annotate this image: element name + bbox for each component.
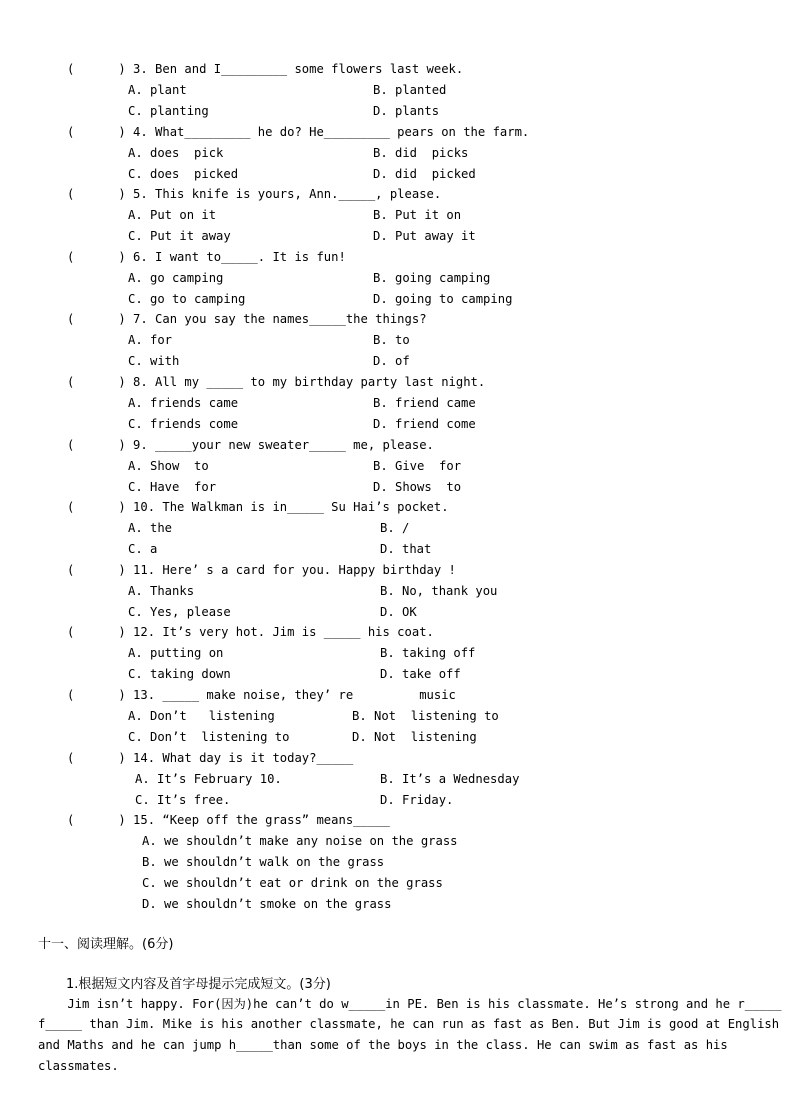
section-sub-heading: 1.根据短文内容及首字母提示完成短文。(3分) xyxy=(66,977,331,992)
answer-option: D. Put away it xyxy=(373,229,476,244)
answer-option: D. did picked xyxy=(373,166,476,181)
answer-option: C. Yes, please xyxy=(128,604,231,619)
answer-option: A. go camping xyxy=(128,270,224,285)
question-stem: ( ) 3. Ben and I_________ some flowers last week. xyxy=(67,62,464,76)
answer-option: A. Put on it xyxy=(128,208,217,223)
answer-option: C. It’s free. xyxy=(135,792,231,807)
answer-option: C. go to camping xyxy=(128,291,246,306)
passage-line: Jim isn’t happy. For(因为)he can’t do w_____in PE. Ben is his classmate. He’s strong and he r_____ xyxy=(38,997,782,1011)
answer-option: D. going to camping xyxy=(373,291,513,306)
answer-option: D. that xyxy=(380,542,432,557)
answer-option: A. plant xyxy=(128,83,187,97)
question-stem: ( ) 14. What day is it today?_____ xyxy=(67,750,354,765)
answer-option: C. planting xyxy=(128,104,209,118)
answer-option: B. did picks xyxy=(373,145,469,160)
answer-option: D. OK xyxy=(380,604,417,619)
answer-option: C. Put it away xyxy=(128,229,231,244)
question-stem: ( ) 12. It’s very hot. Jim is _____ his coat. xyxy=(67,625,434,640)
answer-option: B. Put it on xyxy=(373,208,462,223)
question-stem: ( ) 4. What_________ he do? He_________ pears on the farm. xyxy=(67,124,530,139)
answer-option: C. does picked xyxy=(128,166,239,181)
answer-option: A. does pick xyxy=(128,145,224,160)
passage-line: and Maths and he can jump h_____than some of the boys in the class. He can swim as fast as his xyxy=(38,1038,728,1052)
answer-option: C. friends come xyxy=(128,417,239,431)
question-stem: ( ) 9. _____your new sweater_____ me, please. xyxy=(67,437,434,452)
answer-option: B. to xyxy=(373,333,410,348)
answer-option: B. going camping xyxy=(373,270,491,285)
answer-option: D. friend come xyxy=(373,417,476,431)
answer-option: A. putting on xyxy=(128,646,224,661)
answer-option: C. we shouldn’t eat or drink on the grass xyxy=(142,876,443,891)
answer-option: A. Don’t listening xyxy=(128,709,275,723)
answer-option: C. Don’t listening to xyxy=(128,730,290,744)
answer-option: A. Thanks xyxy=(128,583,195,598)
answer-option: B. No, thank you xyxy=(380,583,498,598)
answer-option: D. Not listening xyxy=(352,730,477,744)
answer-option: B. planted xyxy=(373,83,447,97)
answer-option: D. plants xyxy=(373,104,440,118)
passage-line: f_____ than Jim. Mike is his another classmate, he can run as fast as Ben. But Jim is good at English xyxy=(38,1017,780,1031)
answer-option: A. we shouldn’t make any noise on the grass xyxy=(142,834,458,849)
answer-option: B. taking off xyxy=(380,646,476,661)
question-stem: ( ) 7. Can you say the names_____the things? xyxy=(67,312,427,327)
answer-option: D. Shows to xyxy=(373,479,462,494)
answer-option: A. It’s February 10. xyxy=(135,771,282,786)
passage-line: classmates. xyxy=(38,1059,119,1073)
question-stem: ( ) 11. Here’ s a card for you. Happy birthday ! xyxy=(67,562,456,577)
answer-option: B. It’s a Wednesday xyxy=(380,771,520,786)
question-stem: ( ) 8. All my _____ to my birthday party last night. xyxy=(67,375,486,389)
answer-option: C. with xyxy=(128,354,180,369)
question-stem: ( ) 13. _____ make noise, they’ re music xyxy=(67,688,456,702)
answer-option: C. taking down xyxy=(128,667,231,682)
answer-option: B. / xyxy=(380,521,410,536)
answer-option: A. for xyxy=(128,333,173,348)
answer-option: A. friends came xyxy=(128,396,239,410)
answer-option: A. the xyxy=(128,521,173,536)
question-stem: ( ) 6. I want to_____. It is fun! xyxy=(67,249,346,264)
answer-option: D. we shouldn’t smoke on the grass xyxy=(142,897,392,912)
answer-option: B. Not listening to xyxy=(352,709,499,723)
answer-option: D. Friday. xyxy=(380,792,454,807)
answer-option: C. Have for xyxy=(128,479,217,494)
answer-option: B. Give for xyxy=(373,458,462,473)
answer-option: D. of xyxy=(373,354,410,369)
answer-option: C. a xyxy=(128,542,158,557)
answer-option: D. take off xyxy=(380,667,461,682)
question-stem: ( ) 10. The Walkman is in_____ Su Hai’s pocket. xyxy=(67,500,449,515)
answer-option: B. friend came xyxy=(373,396,476,410)
answer-option: B. we shouldn’t walk on the grass xyxy=(142,855,385,870)
question-stem: ( ) 15. “Keep off the grass” means_____ xyxy=(67,813,390,828)
question-stem: ( ) 5. This knife is yours, Ann._____, please. xyxy=(67,187,442,202)
answer-option: A. Show to xyxy=(128,458,209,473)
section-heading: 十一、阅读理解。(6分) xyxy=(38,937,174,952)
